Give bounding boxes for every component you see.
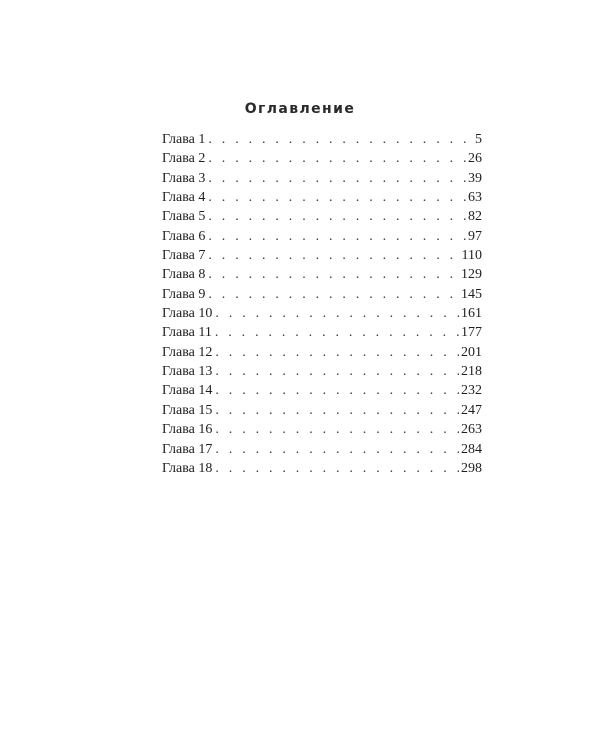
toc-entry-page-number: 284	[461, 441, 482, 457]
toc-title: Оглавление	[244, 101, 356, 117]
toc-entry	[162, 130, 482, 149]
toc-entry	[162, 227, 482, 246]
toc-entry	[162, 149, 482, 168]
toc-entry	[162, 343, 482, 362]
toc-entry	[162, 169, 482, 188]
toc-entry-page-number: 39	[468, 170, 482, 186]
toc-entry	[162, 265, 482, 284]
toc-entry-page-number: 218	[461, 364, 482, 380]
toc-entry	[162, 459, 482, 478]
toc-entry	[162, 188, 482, 207]
toc-entry-label: Глава 14	[162, 383, 213, 399]
toc-dot-leader	[208, 169, 466, 188]
toc-entry-page-number: 129	[461, 267, 482, 283]
toc-dot-leader	[208, 188, 466, 207]
toc-dot-leader	[208, 130, 473, 149]
toc-entry-label: Глава 8	[162, 267, 206, 283]
toc-dot-leader	[215, 304, 459, 323]
toc-entry-page-number: 177	[461, 325, 482, 341]
toc-entry-page-number: 161	[461, 306, 482, 322]
toc-entry-label: Глава 5	[162, 209, 206, 225]
toc-entry-page-number: 232	[461, 383, 482, 399]
toc-entry-label: Глава 12	[162, 344, 213, 360]
toc-entry-label: Глава 2	[162, 151, 206, 167]
toc-entry-label: Глава 11	[162, 325, 212, 341]
toc-entry-page-number: 263	[461, 422, 482, 438]
toc-entry-label: Глава 6	[162, 228, 206, 244]
toc-entry-label: Глава 10	[162, 306, 213, 322]
toc-entry	[162, 401, 482, 420]
toc-entry-label: Глава 1	[162, 132, 206, 147]
toc-entry-page-number: 110	[461, 248, 482, 264]
toc-dot-leader	[215, 459, 459, 478]
toc-entry	[162, 304, 482, 323]
toc-dot-leader	[208, 265, 459, 284]
toc-dot-leader	[208, 149, 466, 168]
toc-dot-leader	[215, 323, 459, 342]
toc-entry-label: Глава 17	[162, 441, 213, 457]
toc-entry	[162, 362, 482, 381]
toc-entry-label: Глава 4	[162, 190, 206, 206]
toc-dot-leader	[208, 207, 466, 226]
toc-entry-page-number: 145	[461, 286, 482, 302]
toc-entry-page-number: 82	[468, 209, 482, 225]
toc-entry	[162, 440, 482, 459]
toc-entry	[162, 381, 482, 400]
toc-entry-page-number: 5	[475, 132, 482, 147]
toc-dot-leader	[215, 362, 459, 381]
toc-entry-label: Глава 13	[162, 364, 213, 380]
toc-dot-leader	[208, 227, 466, 246]
toc-dot-leader	[208, 285, 459, 304]
toc-dot-leader	[215, 401, 459, 420]
toc-entry-page-number: 247	[461, 402, 482, 418]
toc-entry-page-number: 201	[461, 344, 482, 360]
toc-entry-page-number: 298	[461, 460, 482, 476]
toc-entry	[162, 285, 482, 304]
toc-entry	[162, 323, 482, 342]
toc-dot-leader	[215, 343, 459, 362]
toc-dot-leader	[215, 381, 459, 400]
toc-list	[162, 130, 482, 478]
toc-entry-page-number: 63	[468, 190, 482, 206]
toc-dot-leader	[215, 420, 459, 439]
toc-entry	[162, 246, 482, 265]
toc-entry	[162, 420, 482, 439]
toc-entry-page-number: 26	[468, 151, 482, 167]
toc-dot-leader	[215, 440, 459, 459]
toc-entry-label: Глава 16	[162, 422, 213, 438]
toc-entry-label: Глава 7	[162, 248, 206, 264]
toc-entry-page-number: 97	[468, 228, 482, 244]
toc-entry-label: Глава 9	[162, 286, 206, 302]
toc-entry-label: Глава 15	[162, 402, 213, 418]
toc-entry	[162, 207, 482, 226]
toc-entry-label: Глава 18	[162, 460, 213, 476]
toc-entry-label: Глава 3	[162, 170, 206, 186]
toc-dot-leader	[208, 246, 459, 265]
